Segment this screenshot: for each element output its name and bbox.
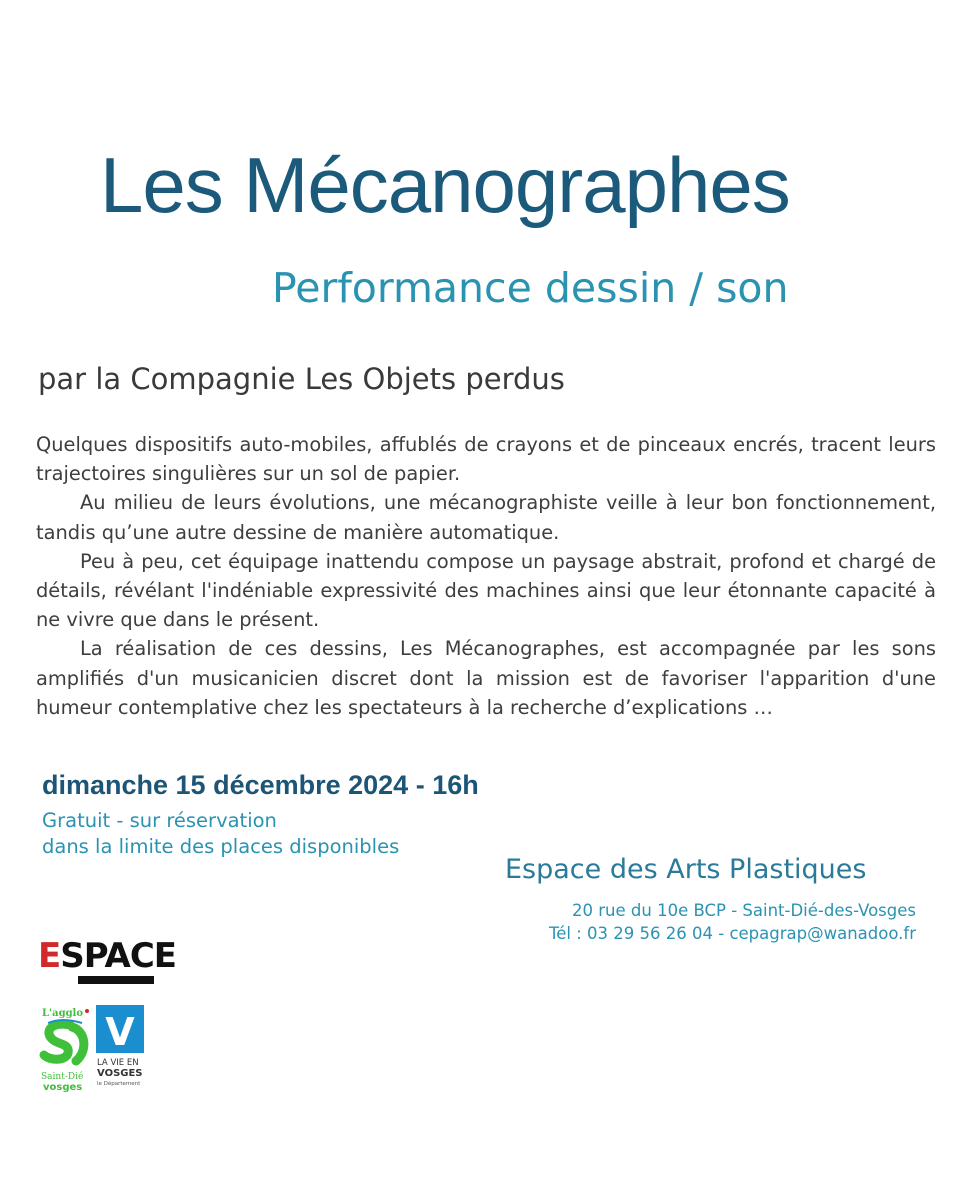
description-paragraph: Quelques dispositifs auto-mobiles, affublés de crayons et de pinceaux encrés, tracent leurs trajectoires singulières sur un sol de papier.: [36, 433, 936, 486]
description-text: [36, 430, 936, 722]
venue-contact: Tél : 03 29 56 26 04 - cepagrap@wanadoo.fr: [549, 924, 916, 943]
vosges-logo-line1: LA VIE EN: [97, 1058, 139, 1068]
description-paragraph: Peu à peu, cet équipage inattendu compose un paysage abstrait, profond et chargé de détails, révélant l'indéniable expressivité des machines ainsi que leur étonnante capacité à ne vivre que dans le présent.: [36, 549, 936, 632]
company-byline: par la Compagnie Les Objets perdus: [38, 362, 565, 396]
event-availability: dans la limite des places disponibles: [42, 835, 400, 858]
espace-logo-bar: [78, 976, 154, 984]
event-title: Les Mécanographes: [100, 141, 790, 229]
vosges-logo-letter: V: [105, 1010, 135, 1054]
agglo-logo-top-text: L'agglo: [42, 1008, 84, 1019]
agglo-saint-die-logo: [38, 1005, 92, 1093]
description-paragraph: Au milieu de leurs évolutions, une mécanographiste veille à leur bon fonctionnement, tandis qu’une autre dessine de manière automatique.: [36, 491, 936, 544]
description-paragraph: La réalisation de ces dessins, Les Mécanographes, est accompagnée par les sons amplifiés d'un musicanicien discret dont la mission est de favoriser l'apparition d'une humeur contemplative chez les spectateurs à la recherche d’explications …: [36, 637, 936, 719]
event-info: [42, 808, 399, 860]
agglo-logo-vosges: vosges: [43, 1082, 83, 1093]
vosges-logo-line3: le Département: [97, 1081, 141, 1087]
venue-address: 20 rue du 10e BCP - Saint-Dié-des-Vosges: [572, 901, 916, 920]
venue-name: Espace des Arts Plastiques: [505, 854, 867, 885]
espace-logo-wordmark: ESPACE: [38, 936, 177, 976]
venue-address-block: [502, 899, 916, 945]
event-subtitle: Performance dessin / son: [272, 264, 789, 312]
espace-logo: [38, 936, 177, 988]
vosges-logo-line2: VOSGES: [97, 1068, 143, 1079]
agglo-logo-city: Saint-Dié: [41, 1072, 84, 1082]
event-date: dimanche 15 décembre 2024 - 16h: [42, 770, 479, 800]
vosges-departement-logo: [96, 1005, 146, 1089]
event-price: Gratuit - sur réservation: [42, 809, 277, 832]
